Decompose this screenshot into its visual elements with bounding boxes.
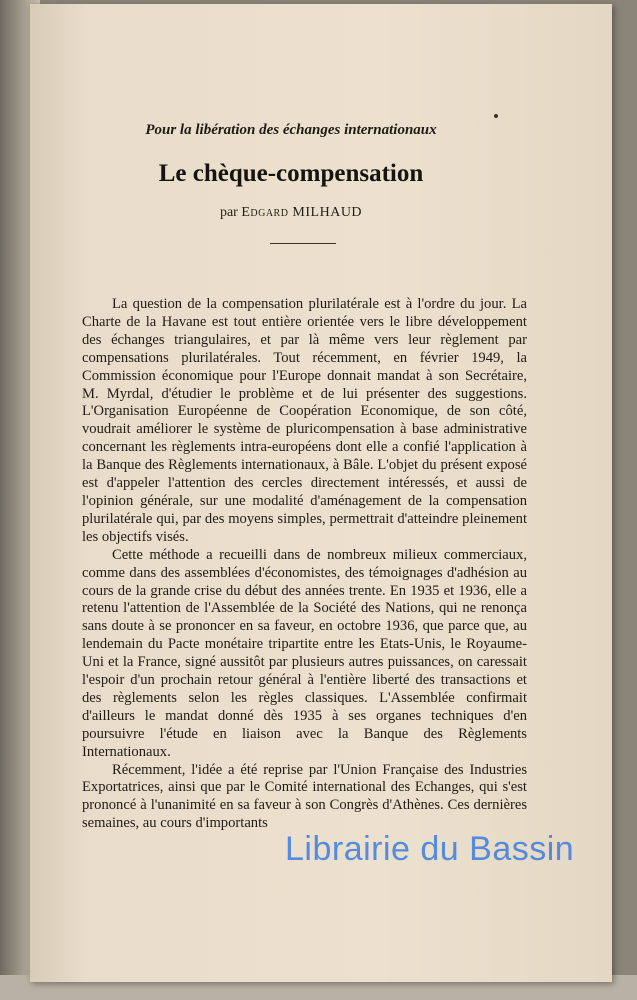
paragraph-3: Récemment, l'idée a été reprise par l'Union Française des Industries Exportatrices, ainsi que par le Comité international des Echanges, qui s'est prononcé à l'unanimité en sa faveur à son Congrès d'Athènes. Ces dernières semaines, au cours d'importants (82, 761, 527, 832)
article-body (82, 296, 527, 833)
author-name: Edgard MILHAUD (241, 205, 363, 220)
article-byline (60, 205, 522, 221)
byline-prefix: par (219, 205, 238, 220)
paragraph-2: Cette méthode a recueilli dans de nombreux milieux commerciaux, comme dans des assemblées d'économistes, des témoignages d'adhésion au cours de la grande crise du début des années trente. En 1935 et 1936, elle a retenu l'attention de l'Assemblée de la Société des Nations, qui ne renonça sans doute à se prononcer en sa faveur, en octobre 1936, que parce que, au lendemain du Pacte monétaire tripartite entre les Etats-Unis, le Royaume-Uni et la France, signé aussitôt par plusieurs autres puissances, on caressait l'espoir d'un prochain retour général à l'entière liberté des transactions et des règlements selon les règles classiques. L'Assemblée confirmait d'ailleurs le mandat donné dès 1935 à ses organes techniques d'en poursuivre l'étude en liaison avec la Banque des Règlements Internationaux. (82, 546, 527, 760)
article-rubric: Pour la libération des échanges internationaux (145, 122, 437, 138)
article-title: Le chèque-compensation (158, 160, 424, 187)
title-divider (270, 243, 336, 244)
watermark-text: Librairie du Bassin (285, 830, 575, 868)
ink-speck (494, 114, 498, 118)
paragraph-1: La question de la compensation plurilatérale est à l'ordre du jour. La Charte de la Havane est tout entière orientée vers le libre développement des échanges triangulaires, et par là même vers leur règlement par compensations plurilatérales. Tout récemment, en février 1949, la Commission économique pour l'Europe donnait mandat à son Secrétaire, M. Myrdal, d'étudier le problème et de lui présenter des suggestions. L'Organisation Européenne de Coopération Economique, de son côté, voudrait améliorer le système de pluricompensation à base administrative concernant les règlements intra-européens dont elle a confié l'application à la Banque des Règlements internationaux, à Bâle. L'objet du présent exposé est d'appeler l'attention des cercles directement intéressés, et aussi de l'opinion générale, sur une modalité d'aménagement de la compensation plurilatérale qui, par des moyens simples, permettrait d'atteindre pleinement les objectifs visés. (82, 296, 527, 545)
